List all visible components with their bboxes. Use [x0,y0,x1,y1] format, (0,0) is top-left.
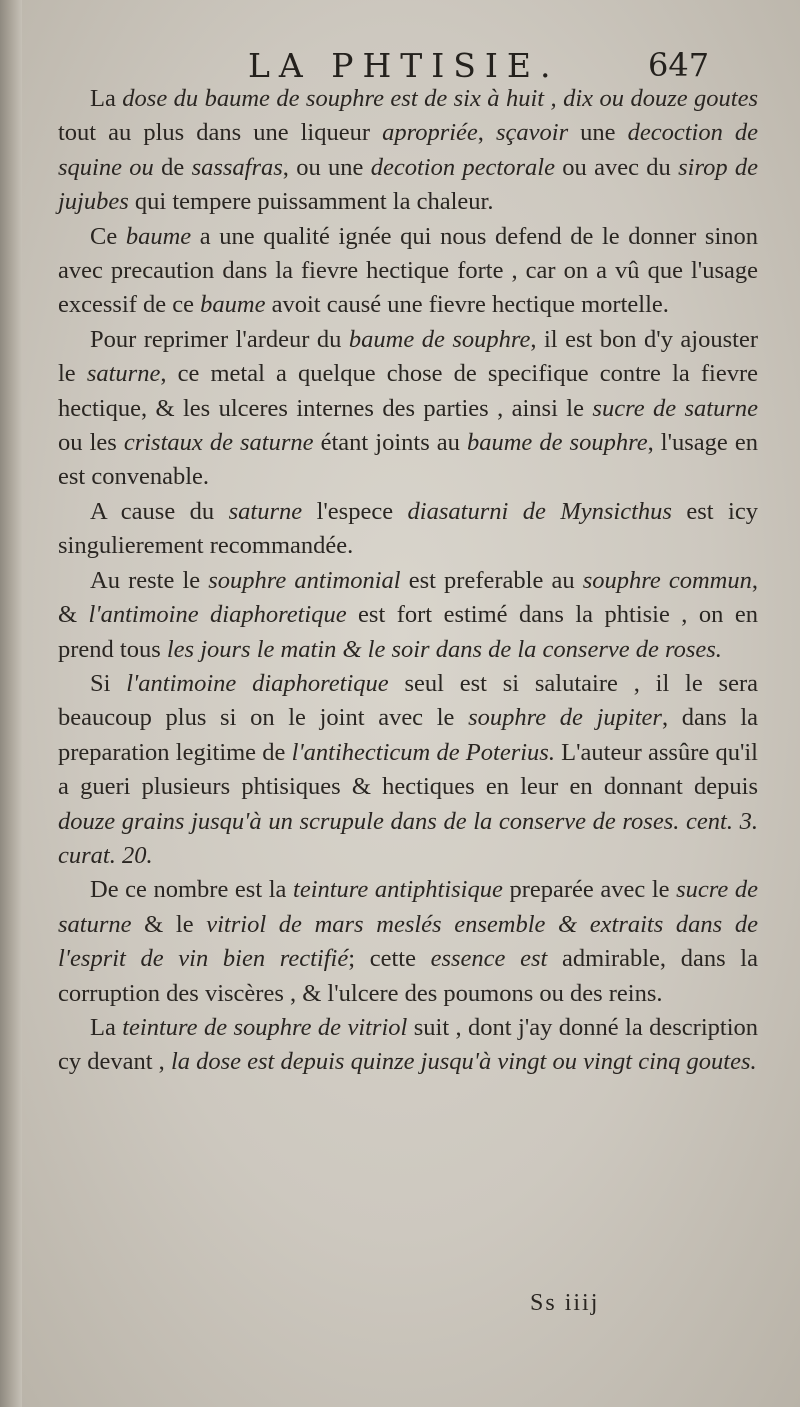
text-run: admirable, dans la corruption des viscères , & l'ulcere des poumons ou des reins. [58,945,758,1007]
italic-run: dose du baume de souphre est de six à huit , dix ou douze goutes [122,85,759,112]
text-run: Au reste le [90,566,209,594]
italic-run: saturne [228,497,303,525]
body-text [58,82,758,1080]
signature-mark: Ss iiij [530,1290,600,1316]
paragraph [58,873,758,1011]
text-run: seul est si salutaire , il le sera beaucoup plus si on le joint avec le [58,669,758,732]
text-run: est fort estimé dans la phtisie , on en prend tous [58,601,758,663]
text-run: , l'usage en est convenable. [58,429,758,491]
text-run: ou avec du [554,153,679,181]
text-run: , dans la preparation legitime de [58,704,758,766]
text-run: de [153,153,192,181]
italic-run: sucre de saturne [592,394,758,422]
text-run: suit , dont j'ay donné la description cy devant , [58,1013,758,1076]
italic-run: baume [200,291,266,319]
italic-run: souphre antimonial [208,566,401,594]
text-run: A cause du [90,497,229,525]
paragraph [58,82,758,220]
italic-run: cristaux de saturne [123,429,314,457]
italic-run: souphre de jupiter [468,704,662,732]
text-run: La [90,1013,123,1041]
paragraph [58,323,758,495]
italic-run: apropriée [382,119,478,147]
text-run: & le [131,910,207,938]
text-run: une [568,119,628,147]
text-run: est preferable au [400,566,583,594]
text-run: a une qualité ignée qui nous defend de le donner sinon avec precaution dans la fievre hectique forte , car on a vû que l'usage excessif de ce [58,222,758,319]
text-run: l'espece [302,497,408,525]
text-run: ; cette [348,945,431,973]
italic-run: teinture antiphtisique [293,876,503,904]
text-run: La [90,85,123,112]
text-run: Pour reprimer l'ardeur du [90,325,349,353]
italic-run: decotion pectorale [370,153,555,181]
paragraph [58,220,758,323]
paragraph [58,667,758,873]
italic-run: la dose est depuis quinze jusqu'à vingt ou vingt cinq goutes. [170,1048,757,1076]
text-run: Ce [90,222,126,250]
text-run: qui tempere puissamment la chaleur. [128,188,494,216]
text-run: est icy singulierement recommandée. [58,497,758,560]
paragraph [58,1011,758,1080]
text-run: , ce metal a quelque chose de specifique contre la fievre hectique, & les ulceres internes des parties , ainsi le [58,360,759,422]
italic-run: douze grains jusqu'à un scrupule dans de la conserve de roses. cent. 3. curat. 20. [58,807,758,869]
italic-run: diasaturni de Mynsicthus [407,497,672,525]
italic-run: l'antihecticum de Poterius. [291,738,555,766]
italic-run: baume [125,222,192,250]
italic-run: souphre commun [582,566,752,594]
text-run: étant joints au [313,429,467,457]
italic-run: teinture de souphre de vitriol [122,1013,408,1041]
text-run: De ce nombre est la [90,876,294,904]
text-run: tout au plus dans une liqueur [58,119,383,147]
italic-run: sçavoir [495,119,569,147]
paragraph [58,495,758,564]
italic-run: vitriol de mars meslés ensemble & extraits dans de l'esprit de vin bien rectifié [58,910,758,973]
italic-run: saturne [86,360,161,388]
paragraph [58,564,758,667]
italic-run: sirop de jujubes [58,153,759,216]
text-run: L'auteur assûre qu'il a gueri plusieurs phtisiques & hectiques en leur en donnant depuis [58,738,758,801]
text-run: , & [58,566,758,629]
text-run: avoit causé une fievre hectique mortelle. [265,291,669,319]
italic-run: l'antimoine diaphoretique [88,601,347,629]
text-run: , ou une [282,153,371,181]
text-run: , [477,119,496,147]
italic-run: baume de souphre [466,429,648,457]
italic-run: l'antimoine diaphoretique [126,669,389,697]
page-number: 647 [648,46,710,84]
italic-run: essence est [430,945,548,973]
text-run: , il est bon d'y ajouster le [58,325,758,388]
italic-run: baume de souphre [348,325,531,353]
text-run: ou les [58,429,124,457]
italic-run: sassafras [191,153,283,181]
text-run: preparée avec le [502,876,677,904]
text-run: Si [90,669,127,697]
italic-run: sucre de saturne [58,876,758,938]
italic-run: les jours le matin & le soir dans de la conserve de roses. [166,635,722,663]
running-title: LA PHTISIE. [248,46,560,85]
book-gutter-shadow [0,0,22,1407]
italic-run: decoction de squine ou [58,119,759,181]
